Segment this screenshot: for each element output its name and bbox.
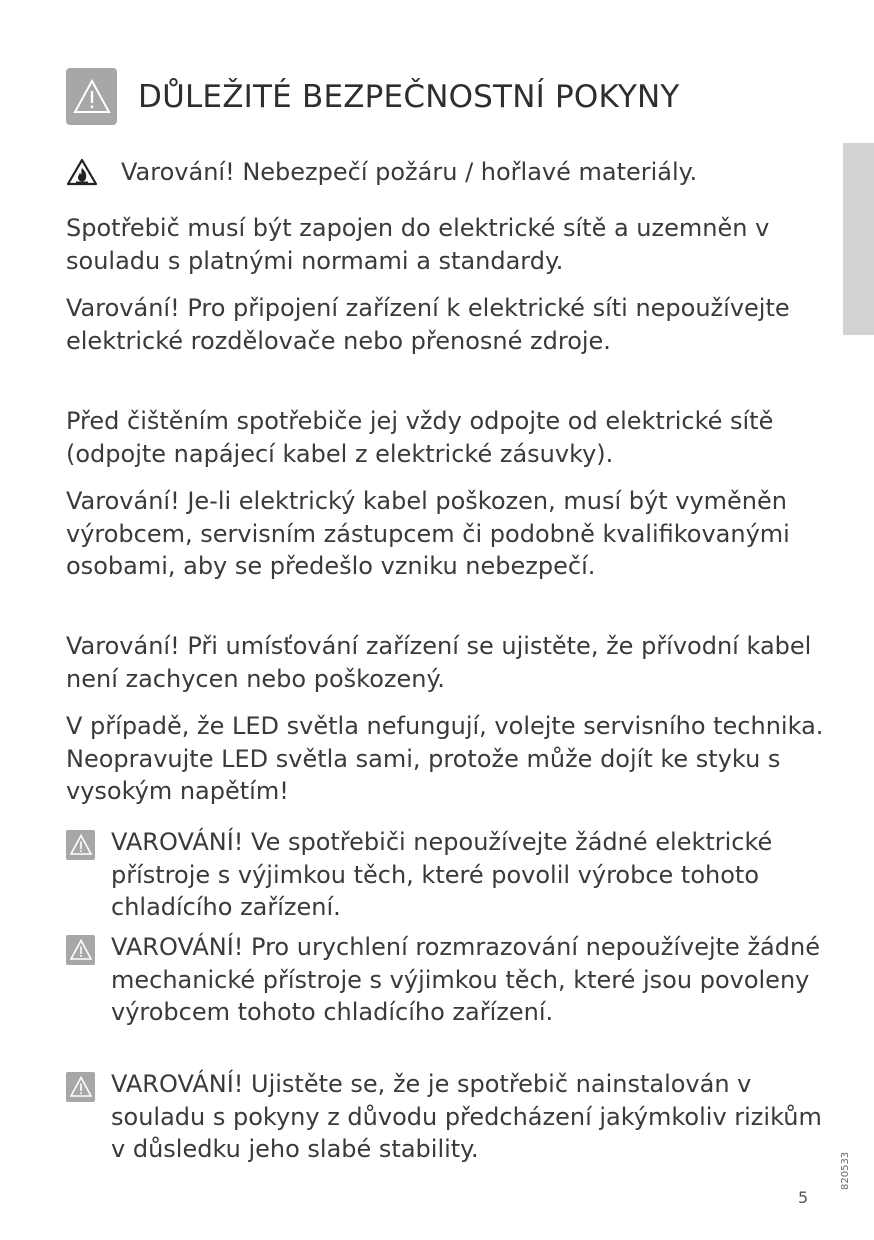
page-number: 5: [798, 1188, 809, 1207]
paragraph-damaged-cable: Varování! Je-li elektrický kabel poškozen, musí být vyměněn výrobcem, servisním zástupcem či podobně kvalifikovanými osobami, aby se předešlo vzniku nebezpečí.: [66, 487, 790, 580]
fire-warning-text: Varování! Nebezpečí požáru / hořlavé materiály.: [121, 158, 698, 186]
warning-item: [66, 931, 826, 1029]
warning-triangle-icon: [66, 830, 95, 860]
warning-item: [66, 1068, 826, 1166]
warning-triangle-icon: [66, 1072, 95, 1102]
document-code: 820533: [840, 1151, 851, 1190]
document-code-wrapper: [840, 1151, 854, 1230]
paragraph-cable-placement: Varování! Při umísťování zařízení se ujistěte, že přívodní kabel není zachycen nebo poškozený.: [66, 632, 812, 693]
paragraph-extension-cords: Varování! Pro připojení zařízení k elektrické síti nepoužívejte elektrické rozdělovače nebo přenosné zdroje.: [66, 294, 790, 355]
warning-text: VAROVÁNÍ! Ujistěte se, že je spotřebič nainstalován v souladu s pokyny z důvodu předcházení jakýmkoliv rizikům v důsledku jeho slabé stability.: [111, 1070, 822, 1163]
warning-triangle-icon: [66, 68, 117, 125]
paragraph-cleaning: Před čištěním spotřebiče jej vždy odpojte od elektrické sítě (odpojte napájecí kabel z elektrické zásuvky).: [66, 407, 774, 468]
paragraph-led-lights: V případě, že LED světla nefungují, volejte servisního technika. Neopravujte LED světla sami, protože může dojít ke styku s vysokým napětím!: [66, 712, 824, 805]
fire-hazard-icon: [66, 158, 98, 186]
warning-triangle-icon: [66, 935, 95, 965]
page-title: DŮLEŽITÉ BEZPEČNOSTNÍ POKYNY: [138, 79, 680, 115]
paragraph-grounding: Spotřebič musí být zapojen do elektrické sítě a uzemněn v souladu s platnými normami a standardy.: [66, 214, 770, 275]
warning-item: [66, 826, 826, 924]
section-side-tab: [843, 143, 874, 335]
warning-text: VAROVÁNÍ! Pro urychlení rozmrazování nepoužívejte žádné mechanické přístroje s výjimkou těch, které jsou povoleny výrobcem tohoto chladícího zařízení.: [111, 933, 820, 1026]
warning-text: VAROVÁNÍ! Ve spotřebiči nepoužívejte žádné elektrické přístroje s výjimkou těch, které povolil výrobce tohoto chladícího zařízení.: [111, 828, 773, 921]
